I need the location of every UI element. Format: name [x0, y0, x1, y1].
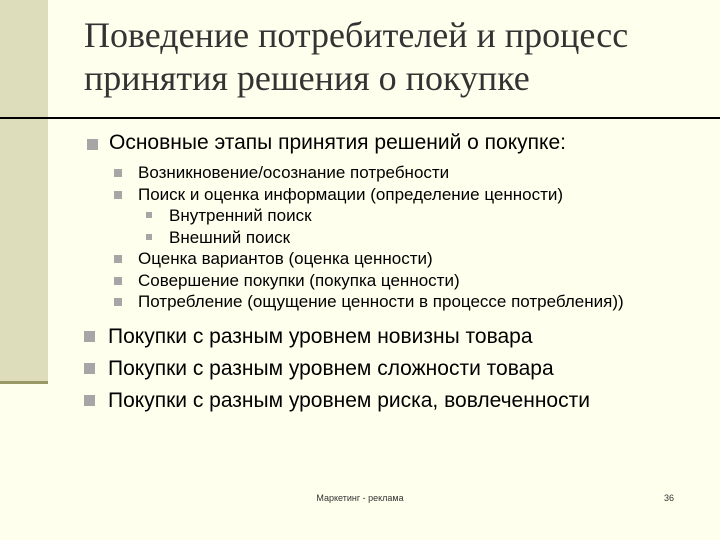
slide-title: Поведение потребителей и процесс принятия решения о покупке	[84, 15, 629, 98]
left-accent-tick	[0, 381, 48, 384]
purchase-type-item	[84, 353, 704, 385]
purchase-type-item	[84, 321, 704, 353]
stage-item	[113, 184, 704, 206]
purchase-type-item	[84, 385, 704, 417]
square-bullet-icon	[114, 191, 122, 199]
square-bullet-icon	[114, 255, 122, 263]
square-bullet-icon	[146, 234, 152, 240]
bullet-main-stages	[84, 130, 704, 156]
square-bullet-icon	[114, 277, 122, 285]
square-bullet-icon	[114, 169, 122, 177]
left-accent-band	[0, 0, 48, 384]
purchase-type-text: Покупки с разным уровнем сложности товара	[108, 356, 554, 380]
stage-text: Потребление (ощущение ценности в процессе потребления))	[138, 292, 624, 311]
search-type-text: Внутренний поиск	[169, 206, 312, 225]
square-bullet-icon	[114, 298, 122, 306]
stage-text: Совершение покупки (покупка ценности)	[138, 270, 460, 290]
search-type-item	[145, 205, 704, 227]
purchase-type-text: Покупки с разным уровнем новизны товара	[108, 324, 533, 348]
stage-text: Оценка вариантов (оценка ценности)	[138, 249, 433, 268]
purchase-type-text: Покупки с разным уровнем риска, вовлеченности	[108, 388, 590, 412]
footer-text: Маркетинг - реклама	[316, 493, 404, 503]
square-bullet-icon	[146, 212, 152, 218]
search-type-item	[145, 227, 704, 249]
stage-item	[113, 270, 704, 292]
stage-item	[113, 162, 704, 184]
square-bullet-icon	[87, 139, 98, 150]
slide-content	[84, 130, 704, 417]
stage-text: Возникновение/осознание потребности	[138, 163, 450, 182]
square-bullet-icon	[84, 363, 95, 374]
slide-number: 36	[664, 493, 675, 503]
square-bullet-icon	[84, 331, 95, 342]
bullet-text: Основные этапы принятия решений о покупке:	[109, 131, 566, 154]
title-divider	[0, 117, 720, 119]
stage-item	[113, 248, 704, 270]
square-bullet-icon	[84, 395, 95, 406]
stage-text: Поиск и оценка информации (определение ценности)	[138, 184, 564, 204]
search-type-text: Внешний поиск	[169, 227, 291, 247]
stage-item	[113, 291, 704, 313]
